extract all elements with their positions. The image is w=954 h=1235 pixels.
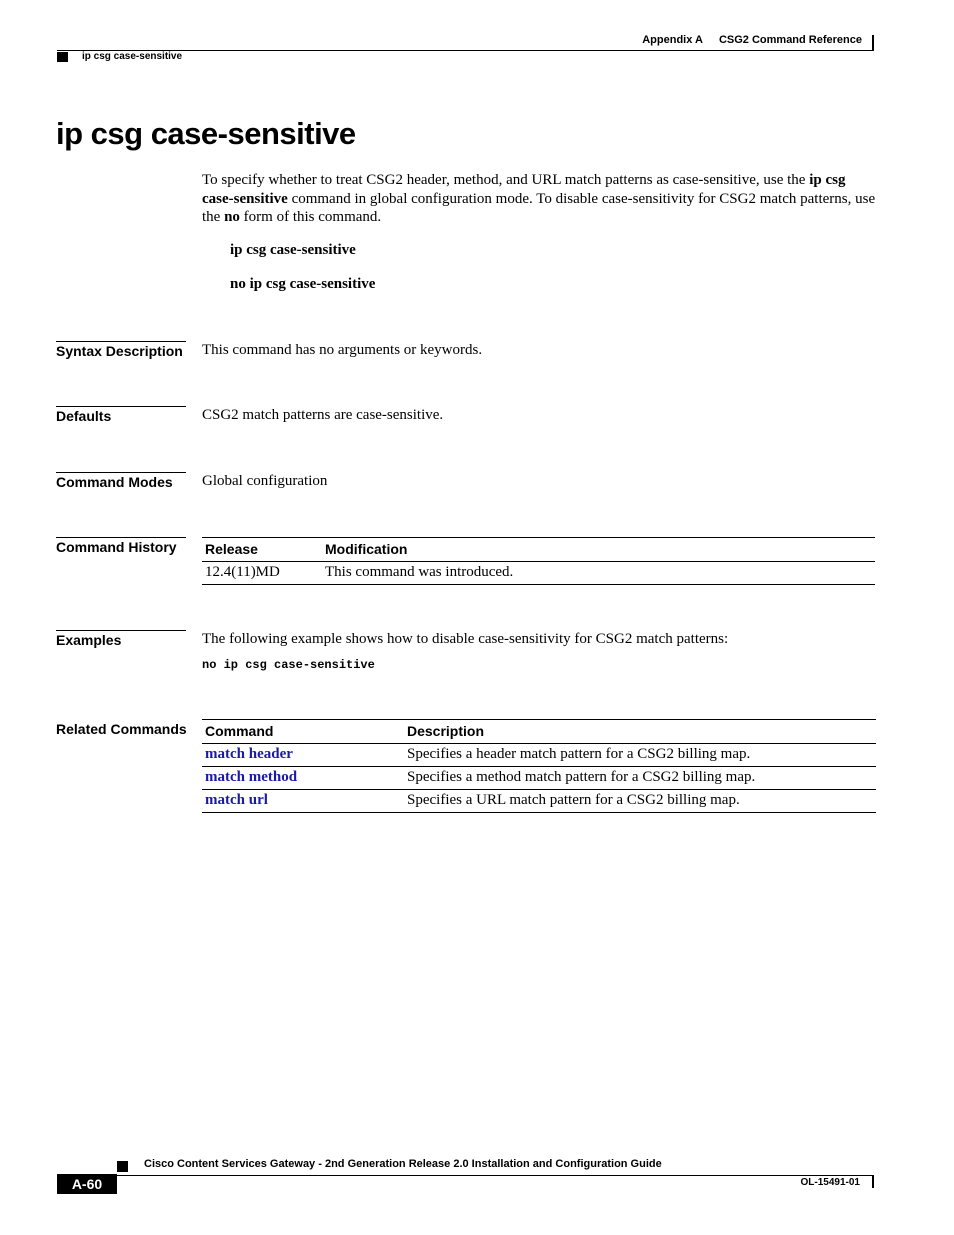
section-rule (56, 341, 186, 342)
section-rule (56, 406, 186, 407)
section-label-command-modes: Command Modes (56, 474, 173, 490)
running-header (642, 34, 862, 46)
document-number: OL-15491-01 (800, 1177, 860, 1188)
command-modes-text: Global configuration (202, 473, 328, 489)
footer-rule (117, 1175, 874, 1176)
footer-guide-title: Cisco Content Services Gateway - 2nd Generation Release 2.0 Installation and Configuration Guide (144, 1158, 662, 1170)
release-cell: 12.4(11)MD (202, 562, 322, 585)
intro-text-3: form of this command. (239, 209, 382, 225)
section-label-defaults: Defaults (56, 408, 112, 424)
footer-bar (872, 1175, 874, 1188)
link-match-url[interactable]: match url (205, 792, 268, 808)
column-header: Description (404, 720, 876, 744)
description-cell: Specifies a method match pattern for a CSG2 billing map. (404, 767, 876, 790)
command-cell (202, 767, 404, 790)
header-marker (57, 52, 68, 62)
command-cell (202, 744, 404, 767)
chapter-label: CSG2 Command Reference (718, 34, 862, 46)
footer-marker (117, 1161, 128, 1172)
table-row (202, 744, 876, 767)
modification-cell: This command was introduced. (322, 562, 875, 585)
syntax-line: no ip csg case-sensitive (230, 276, 376, 292)
intro-text-2: command in global configuration mode. To disable case-sensitivity for CSG2 match patterns, use the (202, 190, 876, 225)
table-row (202, 562, 875, 585)
running-title: ip csg case-sensitive (82, 51, 183, 62)
command-history-table (202, 537, 875, 585)
intro-command: ip csg case-sensitive (202, 172, 846, 207)
syntax-line: ip csg case-sensitive (230, 242, 356, 258)
section-rule (56, 472, 186, 473)
link-match-header[interactable]: match header (205, 746, 293, 762)
column-header: Command (202, 720, 404, 744)
description-cell: Specifies a URL match pattern for a CSG2 billing map. (404, 790, 876, 813)
table-header-row (202, 538, 875, 562)
header-bar (872, 35, 874, 50)
section-label-examples: Examples (56, 632, 122, 648)
section-rule (56, 537, 186, 538)
link-match-method[interactable]: match method (205, 769, 298, 785)
table-row (202, 767, 876, 790)
appendix-label: Appendix A (642, 34, 703, 46)
table-row (202, 790, 876, 813)
intro-paragraph (202, 171, 878, 227)
page-number: A-60 (57, 1174, 117, 1194)
section-label-command-history: Command History (56, 539, 177, 555)
intro-text-1: To specify whether to treat CSG2 header, method, and URL match patterns as case-sensitive, use the (202, 172, 810, 188)
table-header-row (202, 720, 876, 744)
column-header: Modification (322, 538, 875, 562)
related-commands-table (202, 719, 876, 813)
section-rule (56, 630, 186, 631)
syntax-description-text: This command has no arguments or keywords. (202, 342, 483, 358)
page-title: ip csg case-sensitive (56, 116, 356, 151)
command-cell (202, 790, 404, 813)
column-header: Release (202, 538, 322, 562)
section-label-related-commands: Related Commands (56, 721, 187, 737)
description-cell: Specifies a header match pattern for a CSG2 billing map. (404, 744, 876, 767)
defaults-text: CSG2 match patterns are case-sensitive. (202, 407, 444, 423)
example-code: no ip csg case-sensitive (202, 658, 375, 672)
intro-no: no (224, 209, 240, 225)
examples-text: The following example shows how to disable case-sensitivity for CSG2 match patterns: (202, 631, 729, 647)
section-label-syntax-description: Syntax Description (56, 343, 183, 359)
